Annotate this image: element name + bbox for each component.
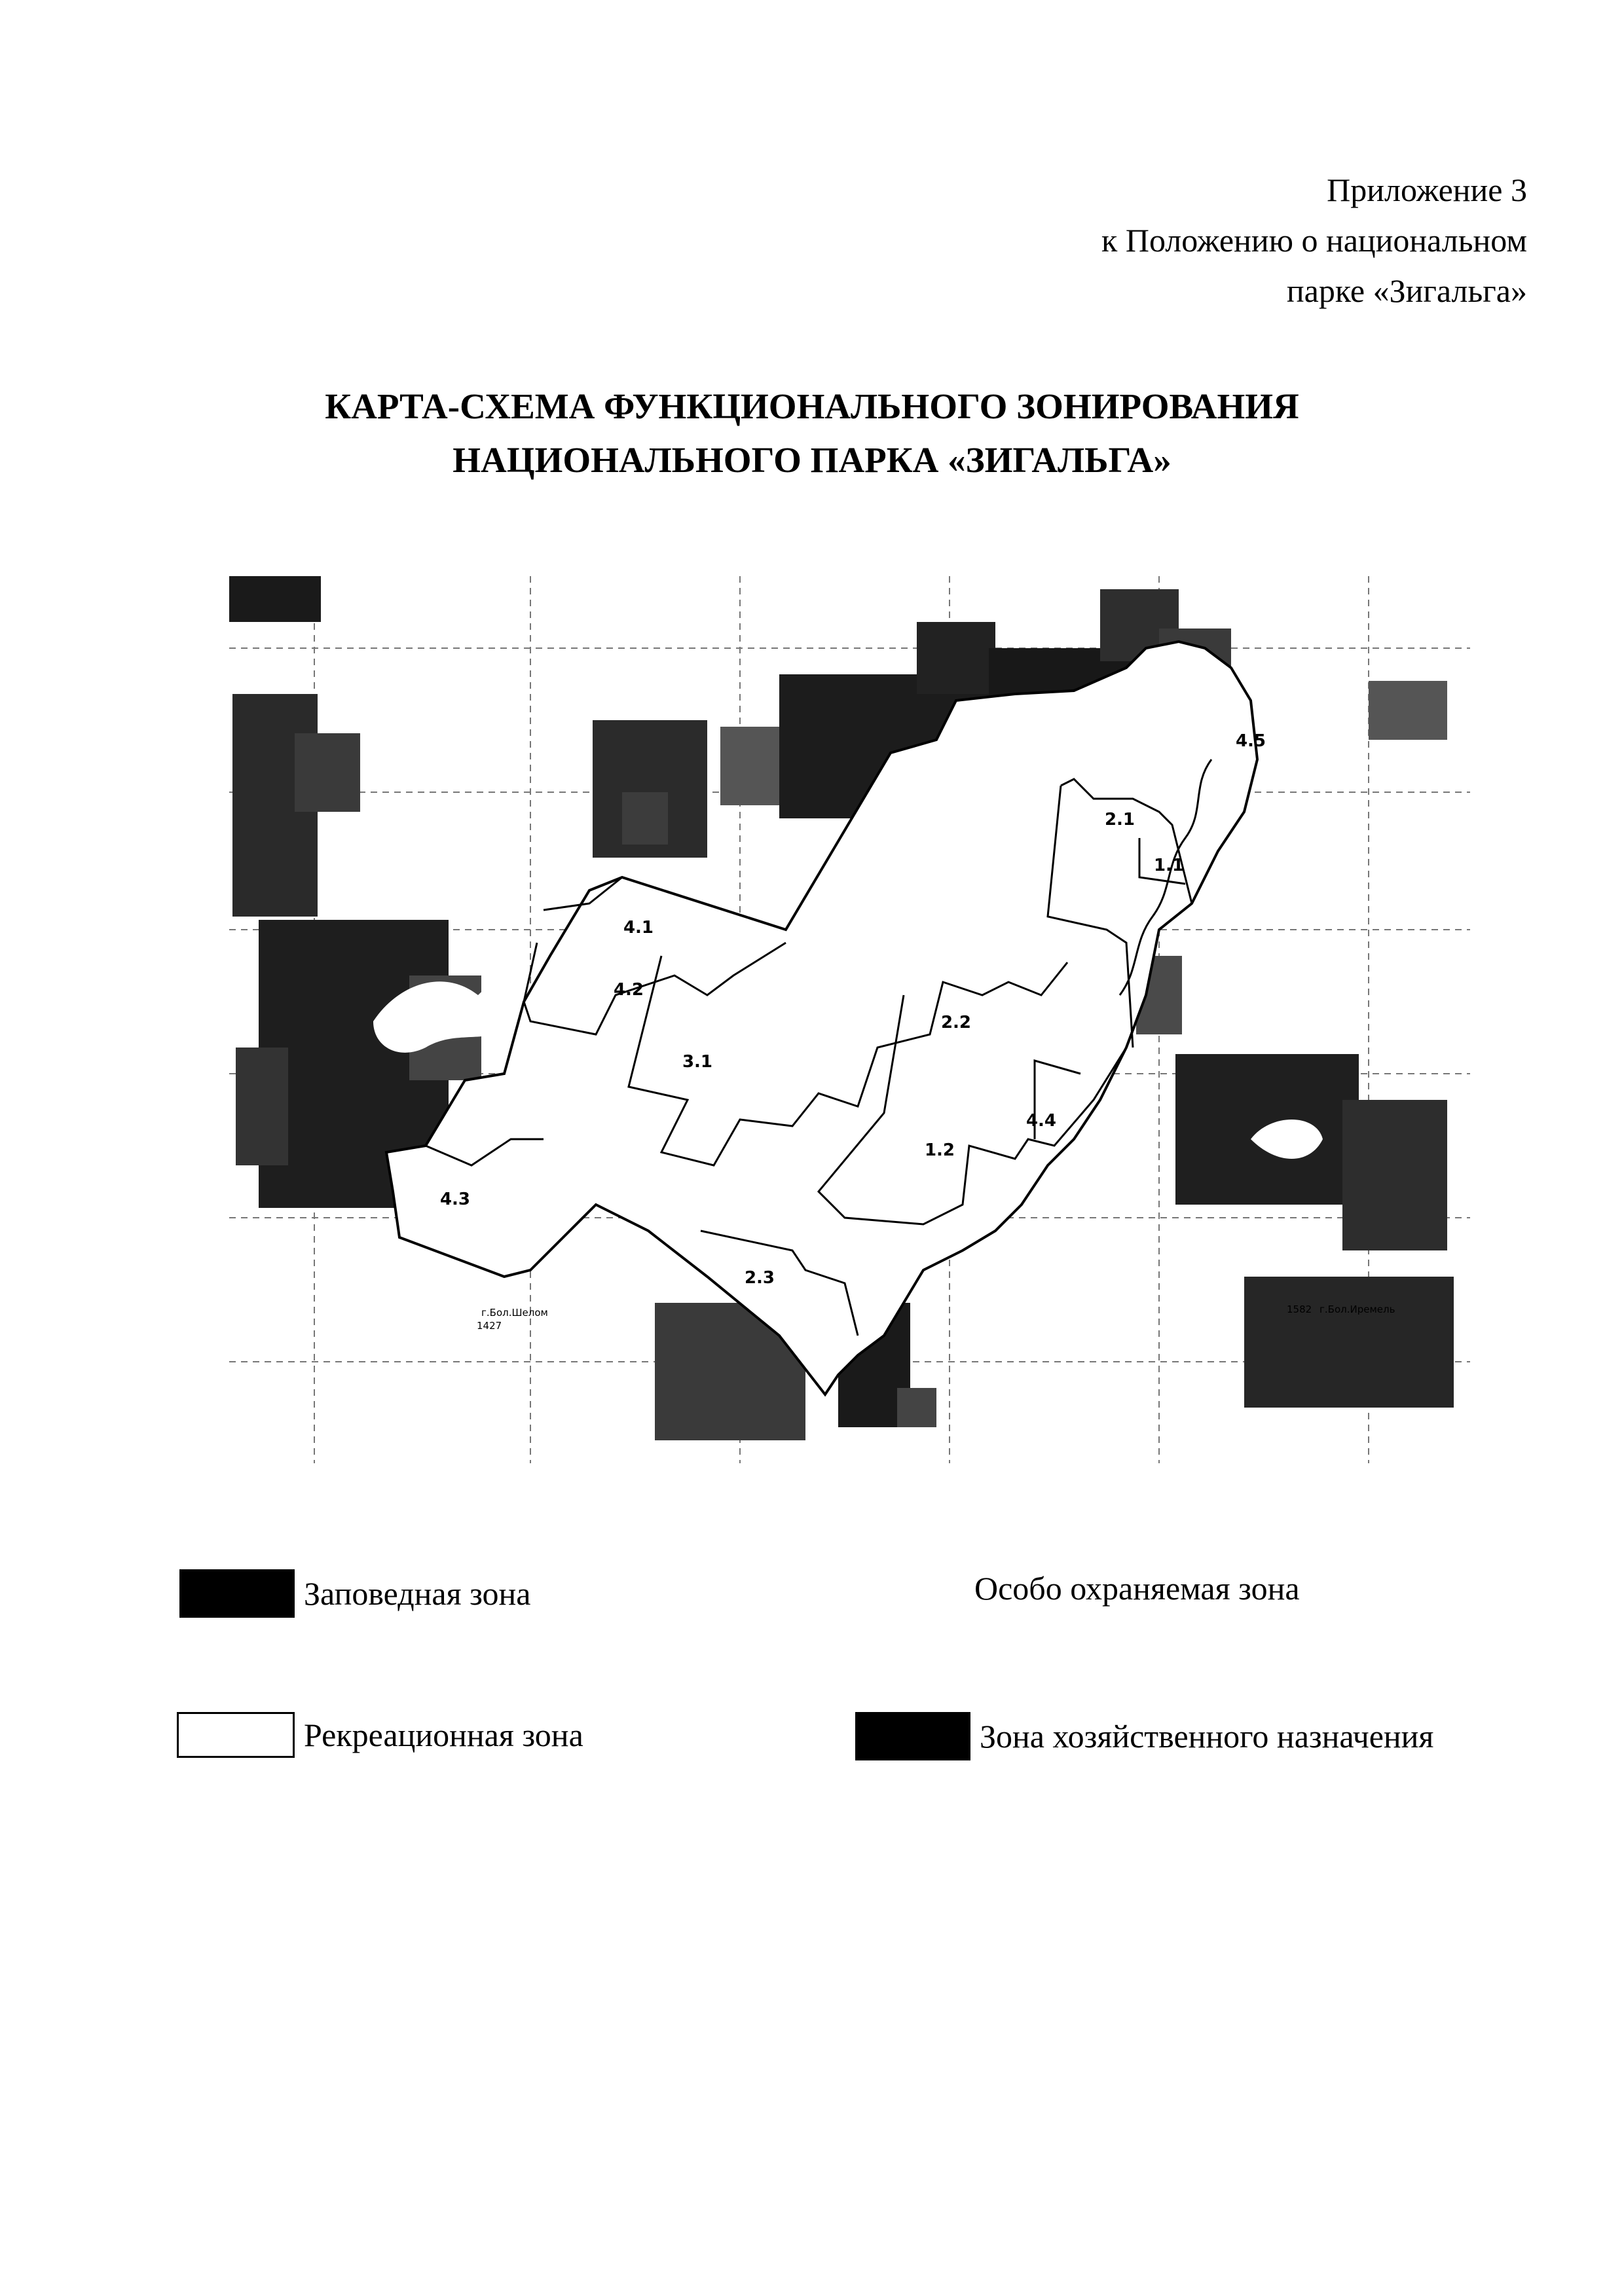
legend-label-recreation: Рекреационная зона — [304, 1717, 583, 1753]
legend-label-special: Особо охраняемая зона — [974, 1570, 1300, 1607]
zone-label-2-3: 2.3 — [744, 1268, 775, 1288]
zone-label-2-2: 2.2 — [940, 1013, 972, 1032]
legend-swatch-recreation — [177, 1712, 295, 1758]
appendix-line-2: к Положению о национальном — [1101, 222, 1527, 259]
title-line-2: НАЦИОНАЛЬНОГО ПАРКА «ЗИГАЛЬГА» — [452, 440, 1172, 480]
zoning-map-svg — [229, 576, 1470, 1463]
zone-label-4-4: 4.4 — [1025, 1111, 1057, 1131]
zone-label-3-1: 3.1 — [682, 1052, 713, 1072]
zone-label-1-2: 1.2 — [924, 1140, 955, 1160]
legend-label-reserve: Заповедная зона — [304, 1575, 531, 1612]
legend-recreation — [177, 1712, 583, 1758]
legend-swatch-reserve — [179, 1569, 295, 1618]
zone-label-4-2: 4.2 — [613, 980, 644, 1000]
legend-reserve — [179, 1569, 530, 1618]
zone-label-4-1: 4.1 — [623, 918, 654, 938]
legend-special — [974, 1569, 1300, 1607]
legend-economic — [855, 1712, 1433, 1760]
zoning-map — [229, 576, 1470, 1463]
label-elevation-1427: 1427 — [477, 1320, 502, 1332]
legend-swatch-economic — [855, 1712, 970, 1760]
title-line-1: КАРТА-СХЕМА ФУНКЦИОНАЛЬНОГО ЗОНИРОВАНИЯ — [325, 386, 1299, 426]
label-elevation-1582: 1582 — [1287, 1303, 1312, 1315]
label-bol-iremel: г.Бол.Иремель — [1320, 1303, 1395, 1315]
zone-label-4-3: 4.3 — [439, 1190, 471, 1209]
zone-label-1-1: 1.1 — [1153, 856, 1185, 875]
appendix-note — [1101, 165, 1527, 316]
label-bol-shelom: г.Бол.Шелом — [481, 1307, 548, 1319]
zone-label-4-5: 4.5 — [1235, 731, 1266, 751]
document-title — [0, 380, 1624, 487]
legend-label-economic: Зона хозяйственного назначения — [980, 1718, 1434, 1755]
appendix-line-1: Приложение 3 — [1327, 172, 1527, 208]
zone-label-2-1: 2.1 — [1104, 810, 1135, 829]
appendix-line-3: парке «Зигальга» — [1286, 272, 1527, 309]
